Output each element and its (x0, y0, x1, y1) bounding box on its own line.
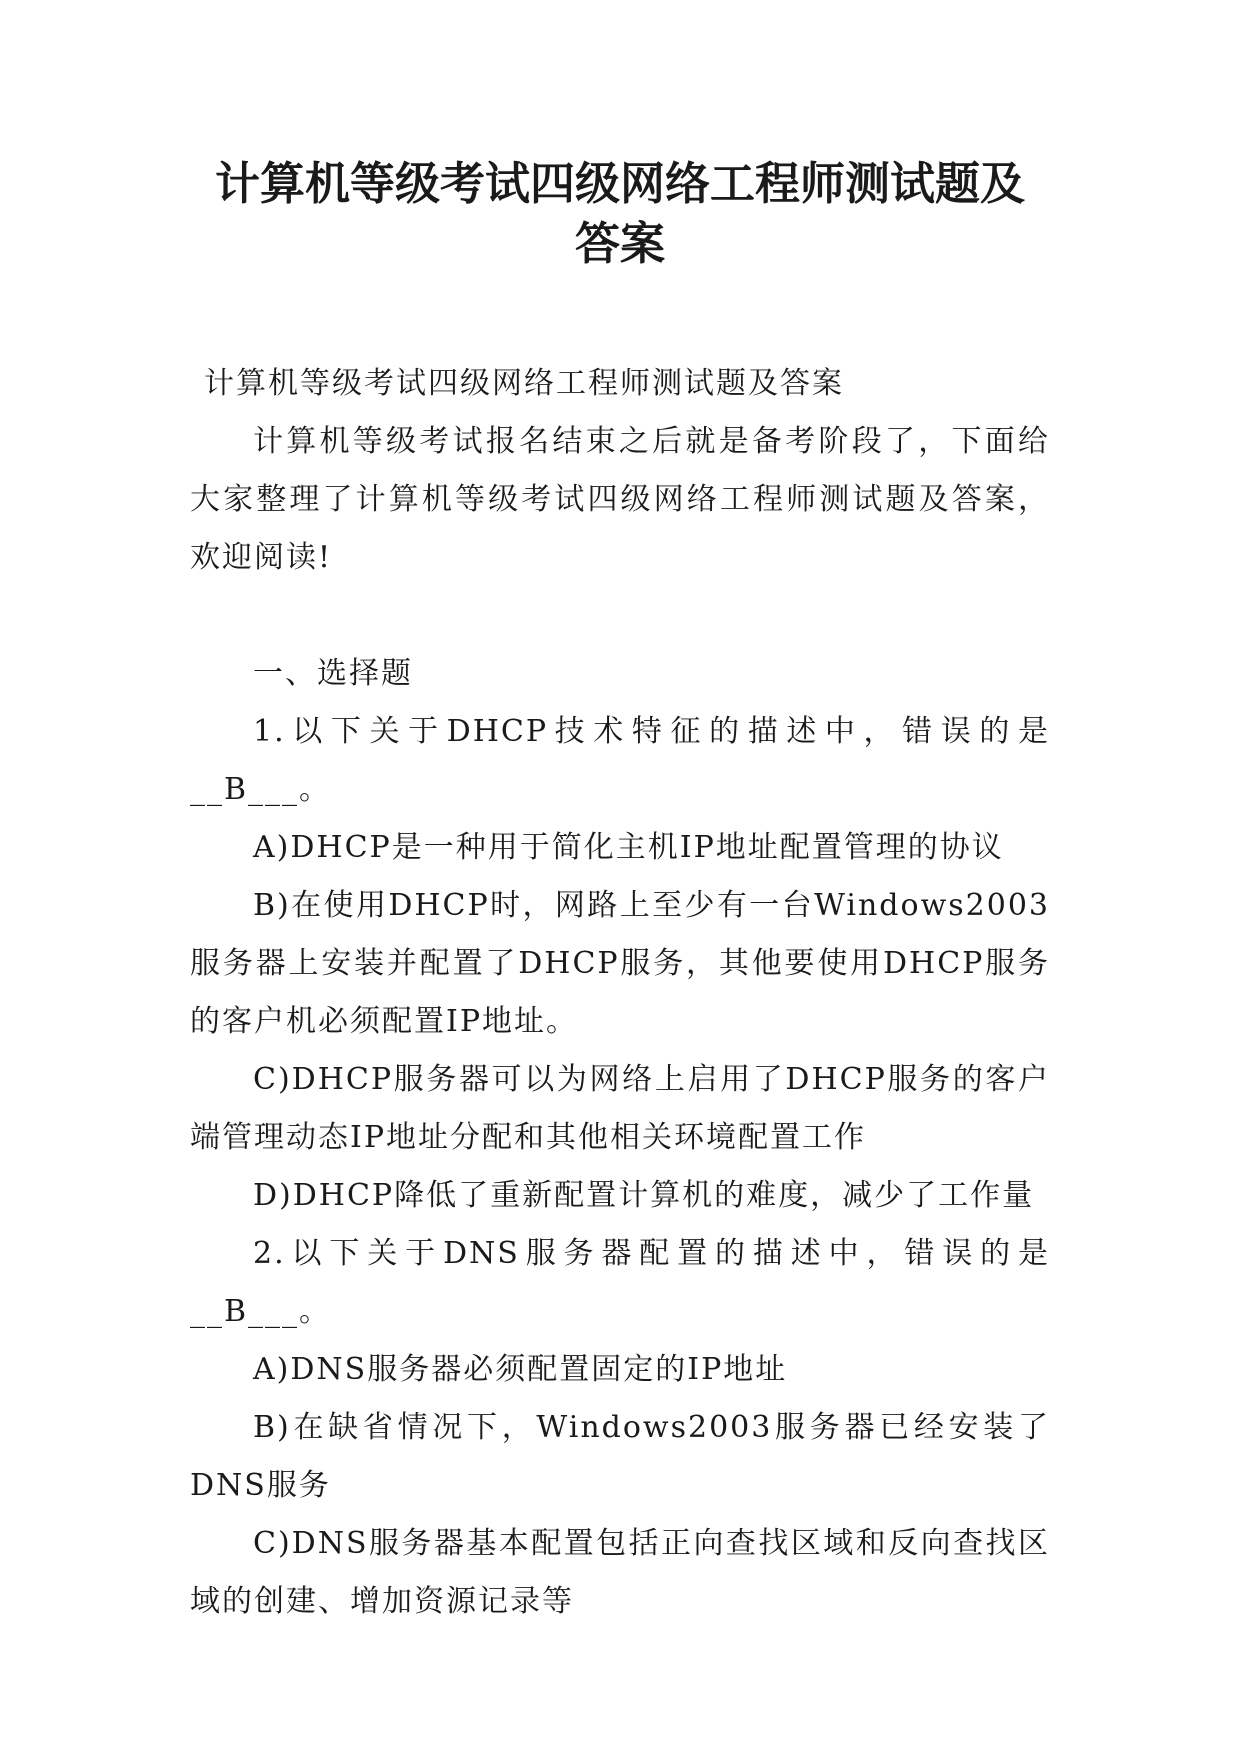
document-body (190, 355, 1050, 1631)
question-2-option-b: B)在缺省情况下，Windows2003服务器已经安装了DNS服务 (190, 1410, 1050, 1503)
paragraph-gap (190, 587, 1050, 645)
question-1-option-c: C)DHCP服务器可以为网络上启用了DHCP服务的客户端管理动态IP地址分配和其他相关环境配置工作 (190, 1062, 1050, 1155)
intro-paragraph: 计算机等级考试报名结束之后就是备考阶段了，下面给大家整理了计算机等级考试四级网络工程师测试题及答案，欢迎阅读! (190, 424, 1050, 575)
document-title-line-1: 计算机等级考试四级网络工程师测试题及 (214, 157, 1025, 210)
question-1-option-a: A)DHCP是一种用于简化主机IP地址配置管理的协议 (253, 830, 1004, 865)
question-1-option-b: B)在使用DHCP时，网路上至少有一台Windows2003服务器上安装并配置了DHCP服务，其他要使用DHCP服务的客户机必须配置IP地址。 (190, 888, 1050, 1039)
document-subtitle: 计算机等级考试四级网络工程师测试题及答案 (204, 366, 844, 401)
question-2: 2.以下关于DNS服务器配置的描述中，错误的是__B___。 (190, 1236, 1050, 1329)
question-2-option-a: A)DNS服务器必须配置固定的IP地址 (253, 1352, 788, 1387)
question-1: 1.以下关于DHCP技术特征的描述中，错误的是__B___。 (190, 714, 1050, 807)
question-2-option-c: C)DNS服务器基本配置包括正向查找区域和反向查找区域的创建、增加资源记录等 (190, 1526, 1050, 1619)
document-title-line-2: 答案 (574, 217, 665, 270)
question-1-option-d: D)DHCP降低了重新配置计算机的难度，减少了工作量 (253, 1178, 1035, 1213)
section-heading: 一、选择题 (253, 656, 413, 691)
